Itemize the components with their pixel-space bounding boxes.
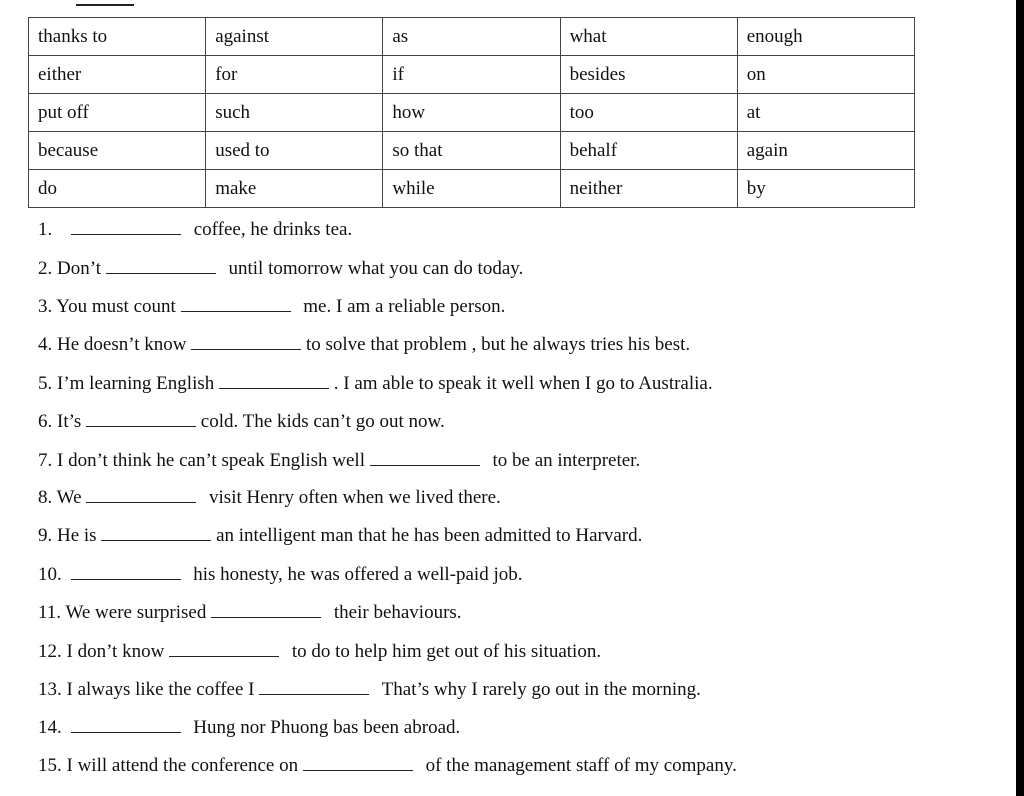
- word-bank-table: [28, 17, 915, 208]
- answer-blank[interactable]: [259, 678, 369, 695]
- question-text-after: an intelligent man that he has been admitted to Harvard.: [216, 525, 643, 546]
- answer-blank[interactable]: [86, 486, 196, 503]
- question-text-after: their behaviours.: [333, 602, 462, 623]
- question-text-before: 6. It’s: [38, 411, 82, 432]
- question-text-after: That’s why I rarely go out in the morning.: [381, 679, 701, 700]
- question-text-before: 13. I always like the coffee I: [38, 679, 255, 700]
- table-cell: thanks to: [29, 18, 206, 56]
- answer-blank[interactable]: [370, 449, 480, 466]
- table-cell: as: [383, 18, 560, 56]
- question-6: [38, 410, 445, 433]
- answer-blank[interactable]: [101, 524, 211, 541]
- question-4: [38, 333, 690, 356]
- question-text-before: 14.: [38, 717, 62, 738]
- table-cell: do: [29, 170, 206, 208]
- question-text-after: coffee, he drinks tea.: [193, 219, 353, 240]
- table-row: [29, 132, 915, 170]
- table-cell: at: [737, 94, 914, 132]
- question-text-before: 5. I’m learning English: [38, 373, 215, 394]
- question-text-before: 1.: [38, 219, 53, 240]
- answer-blank[interactable]: [71, 218, 181, 235]
- table-cell: again: [737, 132, 914, 170]
- question-7: [38, 449, 640, 472]
- table-cell: either: [29, 56, 206, 94]
- question-8: [38, 486, 501, 509]
- table-cell: neither: [560, 170, 737, 208]
- question-11: [38, 601, 462, 624]
- answer-blank[interactable]: [181, 295, 291, 312]
- question-text-before: 3. You must count: [38, 296, 176, 317]
- table-cell: make: [206, 170, 383, 208]
- question-text-before: 15. I will attend the conference on: [38, 755, 299, 776]
- question-1: [38, 218, 352, 241]
- question-14: [38, 716, 460, 739]
- question-text-after: . I am able to speak it well when I go to Australia.: [333, 373, 713, 394]
- table-cell: put off: [29, 94, 206, 132]
- question-10: [38, 563, 523, 586]
- question-text-before: 11. We were surprised: [38, 602, 207, 623]
- table-cell: too: [560, 94, 737, 132]
- answer-blank[interactable]: [219, 372, 329, 389]
- question-text-before: 2. Don’t: [38, 258, 101, 279]
- question-text-after: visit Henry often when we lived there.: [209, 487, 501, 508]
- answer-blank[interactable]: [169, 640, 279, 657]
- table-cell: if: [383, 56, 560, 94]
- question-text-before: 4. He doesn’t know: [38, 334, 187, 355]
- table-cell: against: [206, 18, 383, 56]
- table-cell: because: [29, 132, 206, 170]
- table-row: [29, 18, 915, 56]
- question-text-after: Hung nor Phuong bas been abroad.: [193, 717, 461, 738]
- table-cell: so that: [383, 132, 560, 170]
- question-text-after: of the management staff of my company.: [425, 755, 737, 776]
- question-text-after: to be an interpreter.: [492, 450, 641, 471]
- question-text-before: 10.: [38, 564, 62, 585]
- table-cell: how: [383, 94, 560, 132]
- question-text-before: 7. I don’t think he can’t speak English well: [38, 450, 365, 471]
- question-text-after: to solve that problem , but he always tries his best.: [305, 334, 691, 355]
- answer-blank[interactable]: [303, 754, 413, 771]
- table-cell: such: [206, 94, 383, 132]
- question-text-before: 9. He is: [38, 525, 97, 546]
- question-text-after: cold. The kids can’t go out now.: [200, 411, 445, 432]
- table-cell: behalf: [560, 132, 737, 170]
- question-text-after: until tomorrow what you can do today.: [228, 258, 524, 279]
- question-text-after: his honesty, he was offered a well-paid job.: [193, 564, 523, 585]
- answer-blank[interactable]: [191, 333, 301, 350]
- table-cell: used to: [206, 132, 383, 170]
- top-rule: [76, 4, 134, 6]
- table-cell: enough: [737, 18, 914, 56]
- question-5: [38, 372, 713, 395]
- table-cell: besides: [560, 56, 737, 94]
- table-cell: by: [737, 170, 914, 208]
- question-13: [38, 678, 701, 701]
- answer-blank[interactable]: [106, 257, 216, 274]
- question-9: [38, 524, 642, 547]
- question-15: [38, 754, 737, 777]
- table-cell: what: [560, 18, 737, 56]
- question-2: [38, 257, 523, 280]
- answer-blank[interactable]: [71, 563, 181, 580]
- question-text-before: 12. I don’t know: [38, 641, 165, 662]
- answer-blank[interactable]: [211, 601, 321, 618]
- table-cell: on: [737, 56, 914, 94]
- question-text-after: to do to help him get out of his situation.: [291, 641, 602, 662]
- question-text-before: 8. We: [38, 487, 82, 508]
- table-row: [29, 94, 915, 132]
- question-12: [38, 640, 601, 663]
- question-text-after: me. I am a reliable person.: [303, 296, 506, 317]
- table-row: [29, 56, 915, 94]
- answer-blank[interactable]: [71, 716, 181, 733]
- question-3: [38, 295, 505, 318]
- answer-blank[interactable]: [86, 410, 196, 427]
- table-cell: for: [206, 56, 383, 94]
- table-row: [29, 170, 915, 208]
- table-cell: while: [383, 170, 560, 208]
